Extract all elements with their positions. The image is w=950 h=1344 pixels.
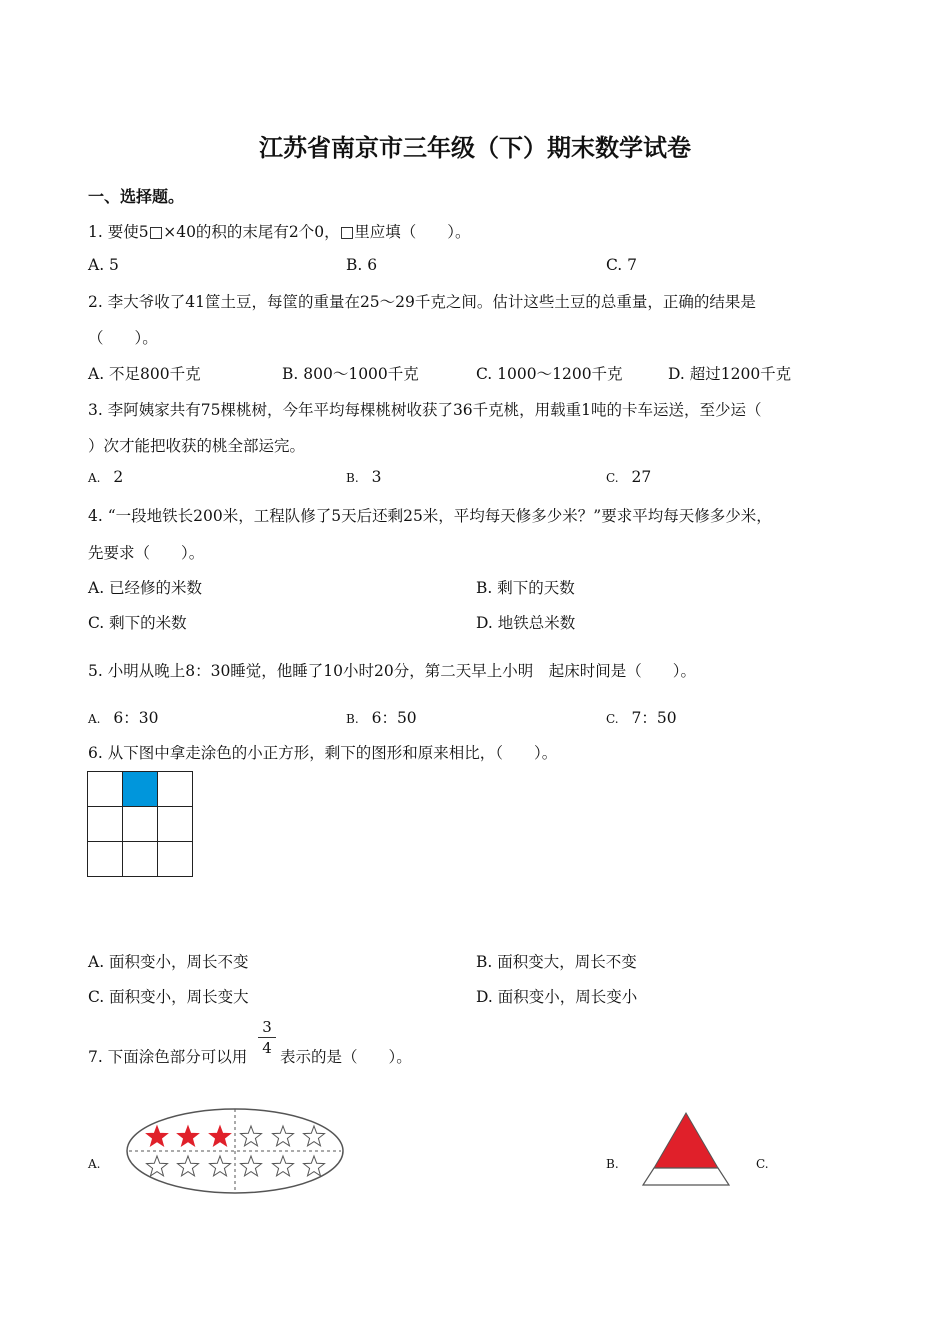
q3-option-c-letter: C. (606, 471, 619, 485)
section-heading: 一、选择题。 (88, 187, 185, 206)
q1-option-c[interactable]: C. 7 (606, 256, 638, 274)
ellipse-stars-figure (124, 1106, 346, 1196)
q5-option-c[interactable] (606, 706, 677, 728)
q6-stem: 6. 从下图中拿走涂色的小正方形，剩下的图形和原来相比，（ ）。 (88, 744, 558, 762)
q6-option-a[interactable]: A. 面积变小，周长不变 (88, 953, 249, 971)
q3-option-c-value: 27 (631, 468, 652, 486)
q6-option-c[interactable]: C. 面积变小，周长变大 (88, 988, 249, 1006)
q2-stem-line2: （ ）。 (88, 329, 158, 347)
q4-option-b[interactable]: B. 剩下的天数 (476, 579, 575, 597)
q3-stem-line2: ）次才能把收获的桃全部运完。 (88, 437, 306, 455)
q4-option-a[interactable]: A. 已经修的米数 (88, 579, 203, 597)
grid-cell (158, 842, 193, 877)
q3-option-b-letter: B. (346, 471, 359, 485)
grid-cell (158, 772, 193, 807)
triangle-unshaded-part (643, 1168, 729, 1185)
grid-cell-shaded (123, 772, 158, 807)
q7-option-b-label[interactable]: B. (606, 1157, 619, 1171)
q7-stem-after: 表示的是（ ）。 (280, 1048, 412, 1066)
q1-stem: 1. 要使5□×40的积的末尾有2个0，□里应填（ ）。 (88, 223, 471, 241)
q5-option-b-value: 6：50 (371, 709, 417, 727)
q4-stem-line2: 先要求（ ）。 (88, 544, 205, 562)
grid-cell (158, 807, 193, 842)
q7-option-c-label[interactable]: C. (756, 1157, 769, 1171)
q4-stem-line1: 4. “一段地铁长200米，工程队修了5天后还剩25米，平均每天修多少米？”要求平均每天修多少米， (88, 507, 772, 525)
fraction-three-quarters (258, 1018, 276, 1057)
triangle-shaded-part (654, 1113, 718, 1168)
q3-stem-line1: 3. 李阿姨家共有75棵桃树，今年平均每棵桃树收获了36千克桃，用载重1吨的卡车运送，至少运（ (88, 401, 762, 419)
q6-option-d[interactable]: D. 面积变小，周长变小 (476, 988, 638, 1006)
q5-option-b[interactable] (346, 706, 417, 728)
q5-option-a-letter: A. (88, 712, 101, 726)
q7-option-a-label[interactable]: A. (88, 1157, 101, 1171)
fraction-denominator: 4 (262, 1039, 272, 1057)
fraction-bar (258, 1037, 276, 1038)
q7-stem-before: 7. 下面涂色部分可以用 (88, 1048, 248, 1066)
q3-option-b[interactable] (346, 468, 381, 486)
q5-option-a-value: 6：30 (113, 709, 159, 727)
q4-option-d[interactable]: D. 地铁总米数 (476, 614, 576, 632)
q3-option-b-value: 3 (371, 468, 382, 486)
q2-stem-line1: 2. 李大爷收了41筐土豆，每筐的重量在25～29千克之间。估计这些土豆的总重量，正确的结果是 (88, 293, 756, 311)
triangle-figure (640, 1110, 732, 1188)
q2-option-a[interactable]: A. 不足800千克 (88, 365, 201, 383)
q3-option-a-value: 2 (113, 468, 124, 486)
square-grid-figure (87, 771, 193, 877)
q5-stem: 5. 小明从晚上8：30睡觉，他睡了10小时20分，第二天早上小明 起床时间是（ ）。 (88, 662, 696, 680)
q5-option-a[interactable] (88, 706, 159, 728)
q2-option-c[interactable]: C. 1000～1200千克 (476, 365, 623, 383)
q5-option-b-letter: B. (346, 712, 359, 726)
q5-option-c-letter: C. (606, 712, 619, 726)
q2-option-b[interactable]: B. 800～1000千克 (282, 365, 419, 383)
grid-cell (123, 842, 158, 877)
q2-option-d[interactable]: D. 超过1200千克 (668, 365, 792, 383)
q4-option-c[interactable]: C. 剩下的米数 (88, 614, 187, 632)
grid-cell (88, 807, 123, 842)
page-title: 江苏省南京市三年级（下）期末数学试卷 (259, 134, 691, 162)
q3-option-c[interactable] (606, 468, 651, 486)
q3-option-a[interactable] (88, 468, 123, 486)
grid-cell (88, 842, 123, 877)
grid-cell (123, 807, 158, 842)
q5-option-c-value: 7：50 (631, 709, 677, 727)
q1-option-a[interactable]: A. 5 (88, 256, 119, 274)
q1-option-b[interactable]: B. 6 (346, 256, 378, 274)
grid-cell (88, 772, 123, 807)
fraction-numerator: 3 (262, 1018, 272, 1036)
q6-option-b[interactable]: B. 面积变大，周长不变 (476, 953, 637, 971)
q3-option-a-letter: A. (88, 471, 101, 485)
